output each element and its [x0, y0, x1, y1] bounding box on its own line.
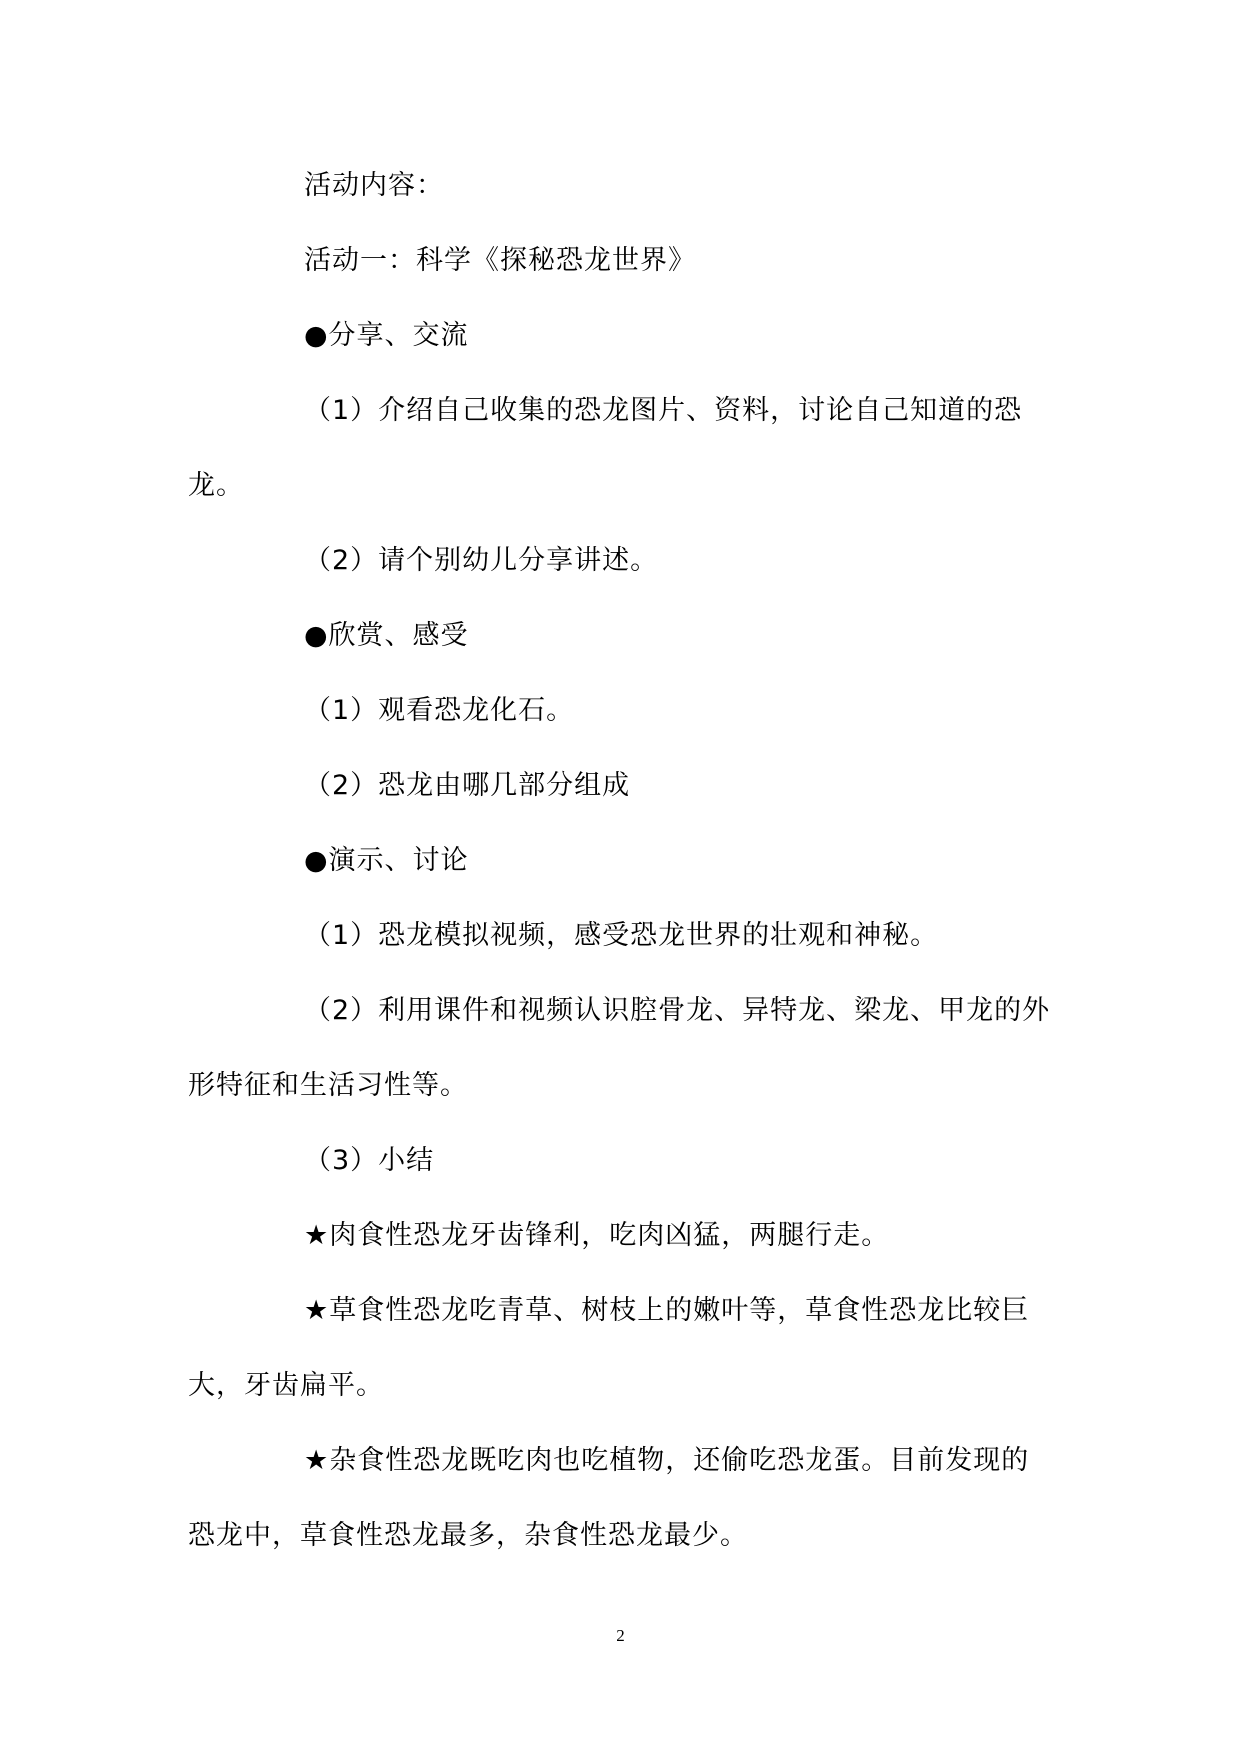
paragraph-demo-item-3: （3）小结 [304, 1145, 435, 1176]
paragraph-section-demo-discuss: ●演示、讨论 [304, 845, 469, 876]
paragraph-summary-carnivore: ★肉食性恐龙牙齿锋利，吃肉凶猛，两腿行走。 [304, 1220, 890, 1251]
paragraph-activity-one-title: 活动一：科学《探秘恐龙世界》 [304, 245, 696, 276]
page-number: 2 [616, 1626, 625, 1645]
paragraph-appreciate-item-1: （1）观看恐龙化石。 [304, 695, 575, 726]
paragraph-summary-omnivore: ★杂食性恐龙既吃肉也吃植物，还偷吃恐龙蛋。目前发现的恐龙中，草食性恐龙最多，杂食性恐龙最少。 [188, 1445, 1030, 1551]
paragraph-activity-content-heading: 活动内容： [304, 170, 444, 201]
paragraph-summary-herbivore: ★草食性恐龙吃青草、树枝上的嫩叶等，草食性恐龙比较巨大，牙齿扁平。 [188, 1295, 1030, 1401]
paragraph-appreciate-item-2: （2）恐龙由哪几部分组成 [304, 770, 631, 801]
paragraph-share-item-2: （2）请个别幼儿分享讲述。 [304, 545, 659, 576]
paragraph-section-appreciate-feel: ●欣赏、感受 [304, 620, 469, 651]
paragraph-section-share-exchange: ●分享、交流 [304, 320, 469, 351]
paragraph-demo-item-1: （1）恐龙模拟视频，感受恐龙世界的壮观和神秘。 [304, 920, 939, 951]
document-body [188, 148, 1056, 1573]
paragraph-share-item-1: （1）介绍自己收集的恐龙图片、资料，讨论自己知道的恐龙。 [188, 395, 1023, 501]
paragraph-demo-item-2: （2）利用课件和视频认识腔骨龙、异特龙、梁龙、甲龙的外形特征和生活习性等。 [188, 995, 1051, 1101]
